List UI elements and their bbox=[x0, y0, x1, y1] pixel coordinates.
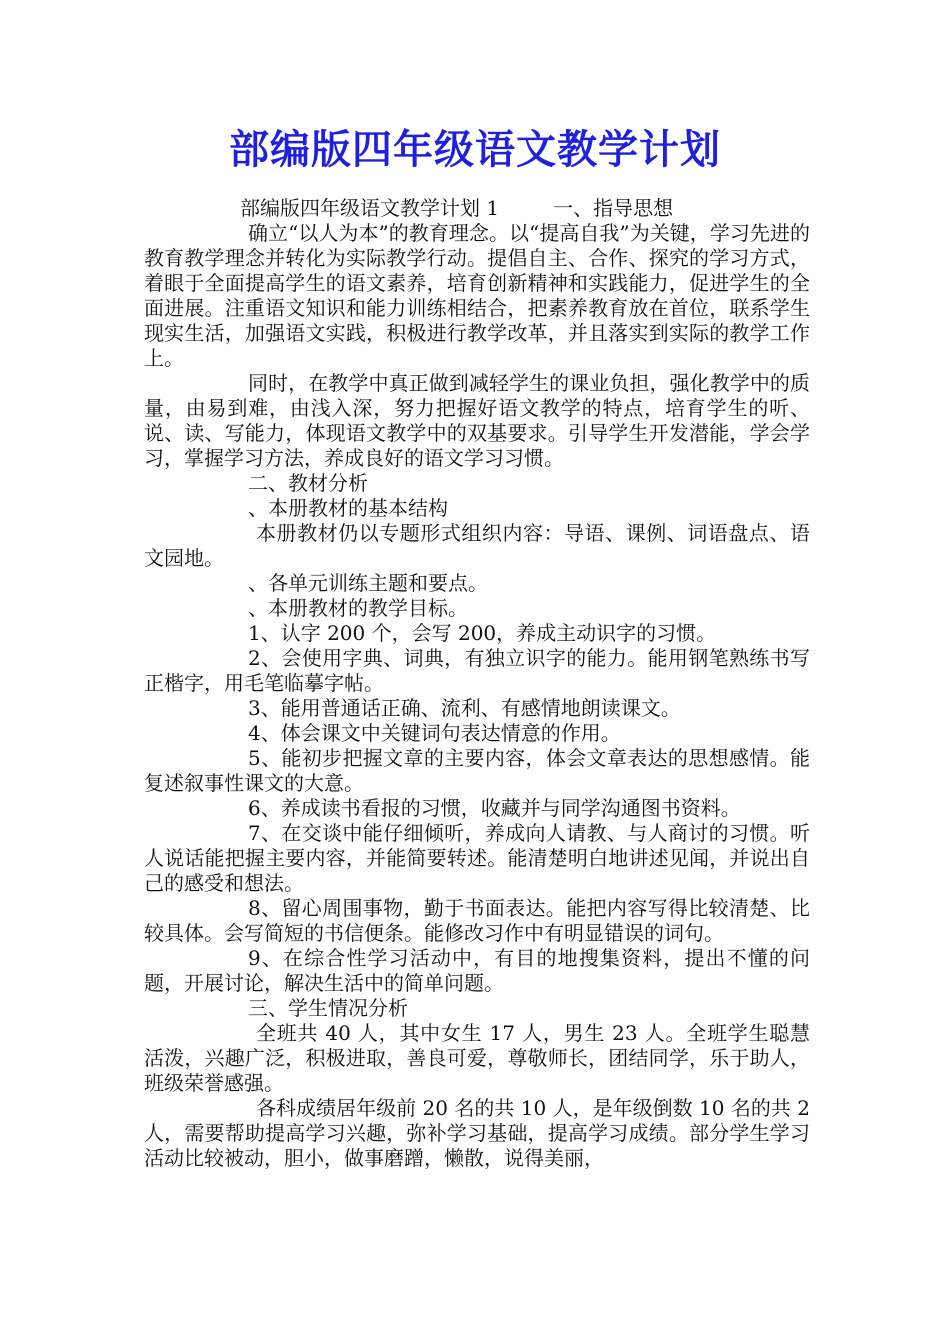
paragraph-structure: 本册教材仍以专题形式组织内容：导语、课例、词语盘点、语文园地。 bbox=[144, 521, 810, 570]
subheading-units: 、各单元训练主题和要点。 bbox=[248, 571, 488, 595]
section-heading-2: 二、教材分析 bbox=[248, 471, 368, 495]
document-title: 部编版四年级语文教学计划 bbox=[229, 126, 721, 173]
subheading-structure: 、本册教材的基本结构 bbox=[248, 496, 448, 520]
section-heading-1: 一、指导思想 bbox=[553, 196, 674, 220]
goal-item-9: 9、在综合性学习活动中，有目的地搜集资料，提出不懂的问题，开展讨论，解决生活中的简单问题。 bbox=[144, 946, 810, 995]
goal-item-5: 5、能初步把握文章的主要内容，体会文章表达的思想感情。能复述叙事性课文的大意。 bbox=[144, 746, 810, 795]
paragraph-guiding-idea: 确立“以人为本”的教育理念。以“提高自我”为关键，学习先进的教育教学理念并转化为实际教学行动。提倡自主、合作、探究的学习方式，着眼于全面提高学生的语文素养，培育创新精神和实践能力，促进学生的全面进展。注重语文知识和能力训练相结合，把素养教育放在首位，联系学生现实生活，加强语文实践，积极进行教学改革，并且落实到实际的教学工作上。 bbox=[144, 221, 810, 370]
intro-heading: 部编版四年级语文教学计划 1 bbox=[240, 196, 500, 220]
goal-item-4: 4、体会课文中关键词句表达情意的作用。 bbox=[248, 721, 621, 745]
paragraph-grades: 各科成绩居年级前 20 名的共 10 人，是年级倒数 10 名的共 2 人，需要帮助提高学习兴趣，弥补学习基础，提高学习成绩。部分学生学习活动比较被动，胆小，做事磨蹭，懒散，说得美丽， bbox=[144, 1096, 810, 1170]
subheading-goals: 、本册教材的教学目标。 bbox=[248, 596, 468, 620]
paragraph-class-overview: 全班共 40 人，其中女生 17 人，男生 23 人。全班学生聪慧活泼，兴趣广泛，积极进取，善良可爱，尊敬师长，团结同学，乐于助人，班级荣誉感强。 bbox=[144, 1021, 810, 1095]
goal-item-7: 7、在交谈中能仔细倾听，养成向人请教、与人商讨的习惯。听人说话能把握主要内容，并能简要转述。能清楚明白地讲述见闻，并说出自己的感受和想法。 bbox=[144, 821, 810, 895]
goal-item-6: 6、养成读书看报的习惯，收藏并与同学沟通图书资料。 bbox=[248, 796, 741, 820]
intro-line bbox=[144, 196, 810, 221]
goal-item-1: 1、认字 200 个，会写 200，养成主动识字的习惯。 bbox=[248, 621, 717, 645]
goal-item-2: 2、会使用字典、词典，有独立识字的能力。能用钢笔熟练书写正楷字，用毛笔临摹字帖。 bbox=[144, 646, 810, 695]
document-body bbox=[144, 196, 810, 1171]
goal-item-3: 3、能用普通话正确、流利、有感情地朗读课文。 bbox=[248, 696, 681, 720]
section-heading-3: 三、学生情况分析 bbox=[248, 996, 408, 1020]
paragraph-meanwhile: 同时，在教学中真正做到减轻学生的课业负担，强化教学中的质量，由易到难，由浅入深，努力把握好语文教学的特点，培育学生的听、说、读、写能力，体现语文教学中的双基要求。引导学生开发潜能，学会学习，掌握学习方法，养成良好的语文学习习惯。 bbox=[144, 371, 810, 470]
goal-item-8: 8、留心周围事物，勤于书面表达。能把内容写得比较清楚、比较具体。会写简短的书信便条。能修改习作中有明显错误的词句。 bbox=[144, 896, 810, 945]
